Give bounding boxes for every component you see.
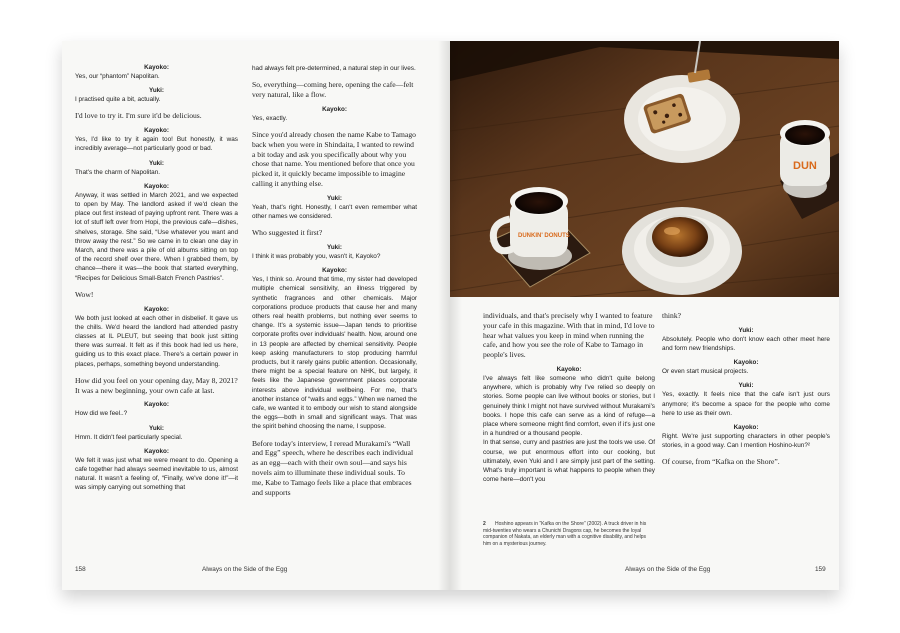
answer-paragraph: Absolutely. People who don't know each other meet here and form new friendships.: [662, 335, 830, 352]
speaker-label: Kayoko:: [144, 182, 169, 190]
speaker-label: Kayoko:: [144, 401, 169, 409]
speaker-label: Yuki:: [738, 326, 754, 334]
answer-paragraph: Hmm. It didn't feel particularly special.: [75, 433, 183, 441]
answer-paragraph: That's the charm of Napolitan.: [75, 168, 161, 176]
cafe-table-illustration: [450, 41, 839, 297]
answer-paragraph: Yes, our “phantom” Napolitan.: [75, 73, 160, 80]
speaker-label: Kayoko:: [733, 424, 759, 432]
answer-paragraph: had always felt pre-determined, a natural step in our lives.: [252, 65, 416, 72]
interviewer-question: Wow!: [75, 289, 94, 299]
footnote-number: 2: [483, 521, 486, 527]
interviewer-question: individuals, and that's precisely why I wanted to feature your cafe in this magazine. With that in mind, I'd love to hear what values you keep in mind when running the cafe, and how you see the role of Kabe to Tamago in people's lives.: [483, 311, 655, 360]
interviewer-question: Before today's interview, I reread Murakami's “Wall and Egg” speech, where he describes each individual as an egg—each with their own soul—and says his novels aim to illuminate these individual souls. To me, Kabe to Tamago feels like a place that embraces and supports: [252, 438, 414, 497]
answer-paragraph: I think it was probably you, wasn't it, Kayoko?: [252, 252, 381, 260]
footnote: [483, 521, 653, 547]
page-number: 158: [75, 566, 86, 573]
answer-paragraph: We felt it was just what we were meant to do. Opening a cafe together had always seemed inevitable to us, almost natural. It wasn't a feeling of, “Finally, we've done it!”—it was simply carrying out something that: [75, 456, 238, 492]
interviewer-question: Since you'd already chosen the name Kabe to Tamago back when you were in Shindaita, I wanted to rewind a bit today and ask you specifically about why you chose that name. You mentioned before that once you picked it, it quickly became impossible to imagine calling it anything else.: [252, 130, 416, 188]
mug-logo-text: DUN: [793, 160, 817, 172]
speaker-label: Kayoko:: [144, 64, 169, 71]
answer-paragraph: I've always felt like someone who didn't quite belong anywhere, which is probably why I've relied so deeply on stories. Some people can live without books or stories, but I genuinely think I might not have survived without Murakami's books. I hope this cafe can serve as a kind of refuge—a place where someone might find comfort, even if it's just one in a hundred or a thousand people.: [483, 374, 655, 438]
interviewer-question: Of course, from “Kafka on the Shore”.: [662, 457, 780, 467]
speaker-label: Yuki:: [148, 87, 165, 95]
magazine-spread: [62, 41, 839, 590]
interviewer-question: I'd love to try it. I'm sure it'd be delicious.: [75, 111, 202, 121]
left-page-column-2: [252, 64, 417, 497]
speaker-label: Kayoko:: [556, 365, 582, 373]
interviewer-question: So, everything—coming here, opening the cafe—felt very natural, like a flow.: [252, 80, 414, 99]
answer-paragraph: Yeah, that's right. Honestly, I can't even remember what other names we considered.: [252, 203, 417, 220]
answer-paragraph: How did we feel..?: [75, 410, 128, 418]
answer-paragraph: Anyway, it was settled in March 2021, and we expected to open by May. The landlord asked if we'd clean the place out first instead of paying upfront rent. There was a lot of stuff left over from Hopi, the previous cafe—dishes, shelves, storage. She said, “Use whatever you want and throw away the rest.” So we came in to clean one day in March, and there was a pile of old albums sitting on top of the record shelf over there. When I grabbed them, by chance—there it was—the book that started everything, “Recipes for Delicious Small-Batch French Pastries”.: [75, 191, 238, 282]
interviewer-question: Who suggested it first?: [252, 228, 323, 238]
speaker-label: Kayoko:: [144, 127, 169, 135]
answer-paragraph: Or even start musical projects.: [662, 368, 749, 376]
speaker-label: Yuki:: [148, 424, 165, 432]
left-page: [62, 41, 450, 590]
left-page-column-1: [75, 64, 238, 493]
answer-paragraph: Yes, exactly.: [252, 114, 288, 122]
right-page: [450, 41, 839, 590]
speaker-label: Kayoko:: [144, 447, 169, 455]
speaker-label: Yuki:: [326, 194, 343, 202]
interviewer-question: think?: [662, 311, 681, 320]
answer-paragraph: Yes, exactly. It feels nice that the cafe isn't just ours anymore; it's become a space for the people who come here to use as their own.: [662, 391, 830, 417]
speaker-label: Yuki:: [738, 382, 754, 390]
speaker-label: Yuki:: [326, 243, 343, 251]
right-page-column-1: [483, 311, 655, 484]
answer-paragraph: We both just looked at each other in disbelief. It gave us the chills. We'd heard the landlord had attended pastry classes at IL PLEUT, but seeing that book just sitting there was surreal. It felt as if this book had led us here, guiding us to this exact place. There's a certain power in places, perhaps, something beyond understanding.: [75, 314, 238, 368]
mug-logo-text: DUNKIN' DONUTS: [518, 233, 570, 239]
speaker-label: Kayoko:: [322, 267, 347, 275]
right-page-column-2: [662, 311, 830, 467]
cafe-table-photo: [450, 41, 839, 297]
running-title: Always on the Side of the Egg: [625, 566, 711, 573]
running-title: Always on the Side of the Egg: [202, 566, 288, 573]
answer-paragraph: Yes, I'd like to try it again too! But honestly, it was incredibly average—not particularly good or bad.: [75, 136, 238, 153]
answer-paragraph: I practised quite a bit, actually.: [75, 96, 161, 104]
speaker-label: Kayoko:: [322, 105, 347, 113]
interviewer-question: How did you feel on your opening day, May 8, 2021? It was a new beginning, your own cafe at last.: [75, 375, 238, 395]
footnote-text: Hoshino appears in “Kafka on the Shore” (2002). A truck driver in his mid-twenties who wears a Chunichi Dragons cap, he becomes the loyal companion of Nakata, an elderly man with a cognitive disability, and helps him on a mysterious journey.: [483, 521, 647, 547]
speaker-label: Yuki:: [148, 159, 165, 167]
answer-paragraph: Right. We're just supporting characters in other people's stories, in a good way. Can I mention Hoshino-kun?²: [662, 433, 830, 450]
speaker-label: Kayoko:: [733, 359, 759, 367]
answer-paragraph: Yes, I think so. Around that time, my sister had developed multiple chemical sensitivity, an illness triggered by synthetic fragrances and other chemicals. Major corporations produce products that cause her and many others real health problems, but nothing ever seems to change. It's a systemic issue—Japan tends to prioritise corporate profits over individuals' health. Now, around one in 13 people are affected by chemical sensitivity. People keep asking manufacturers to stop producing harmful products, but it rarely gains public attention. Occasionally, there might be a special feature on NHK, but largely, it feels like the Japanese government places corporate interests above individual wellbeing. For me, that's another instance of “walls and eggs.” When we named the cafe, we wanted it to embody our wish to stand alongside the eggs—both in small and significant ways. That was the spirit behind choosing the name, I suppose.: [252, 276, 417, 431]
speaker-label: Kayoko:: [144, 305, 169, 313]
page-number: 159: [815, 566, 826, 573]
answer-paragraph: In that sense, curry and pastries are just the tools we use. Of course, we put enormous effort into our cooking, but ultimately, even Yuki and I are simply just part of the setting. What's truly important is what happens to people when they come here—don't you: [483, 439, 655, 484]
